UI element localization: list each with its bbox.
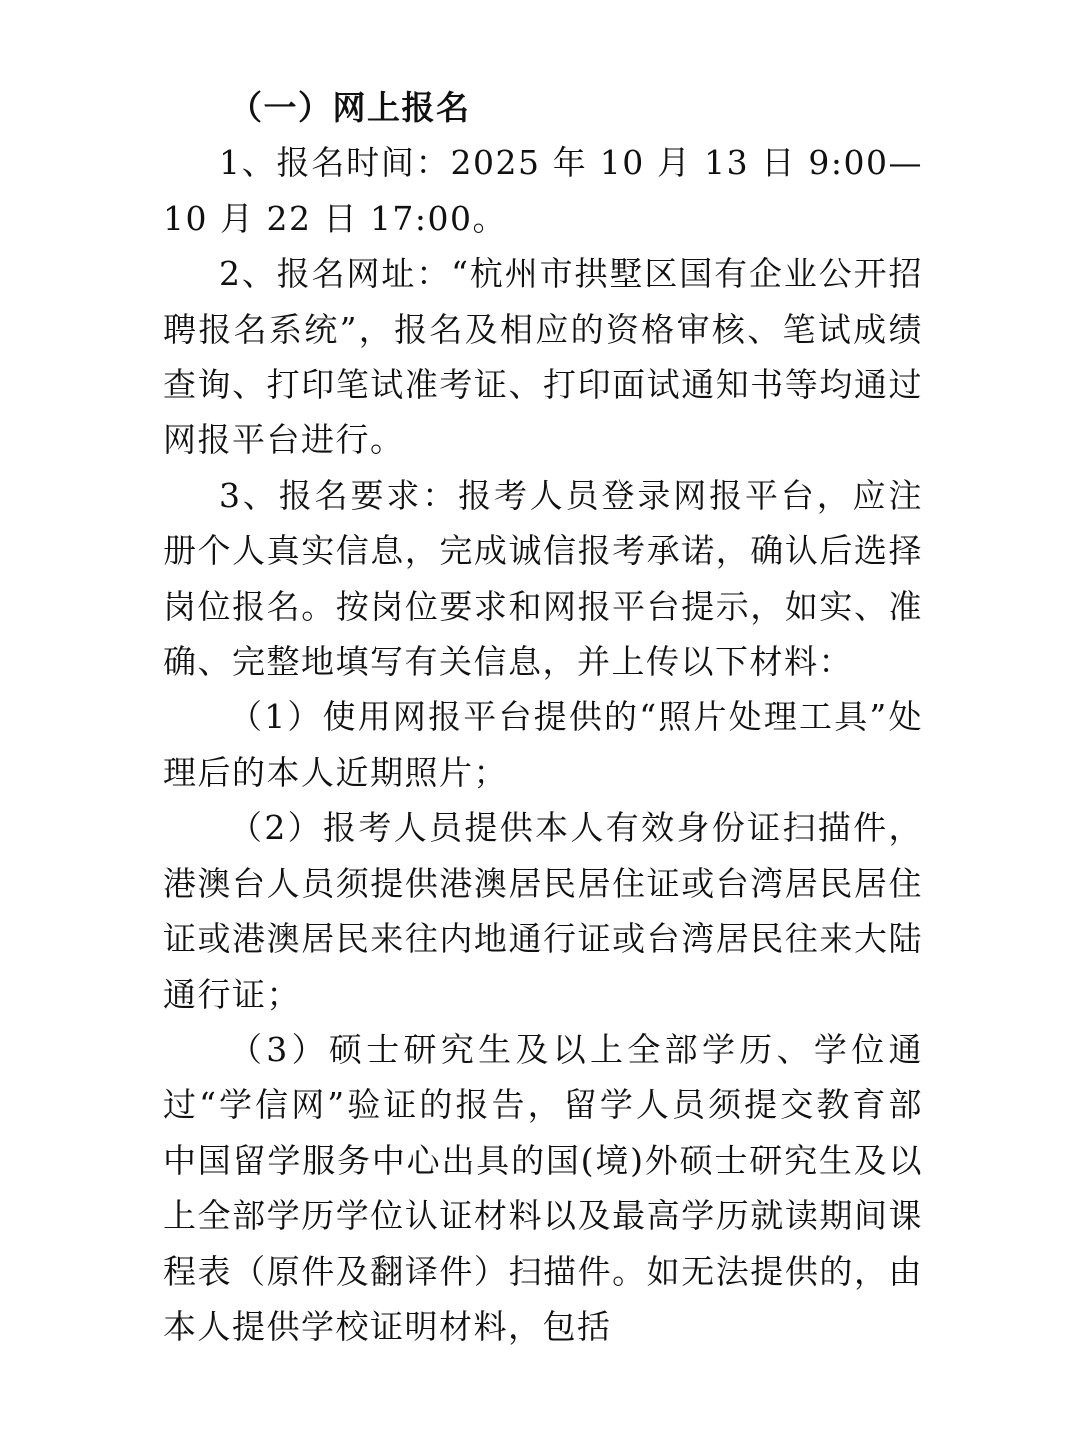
- document-body: [163, 80, 923, 1354]
- list-item-id-card: （2）报考人员提供本人有效身份证扫描件，港澳台人员须提供港澳居民居住证或台湾居民居住证或港澳居民来往内地通行证或台湾居民往来大陆通行证；: [163, 808, 923, 1014]
- list-item-degree-verification: （3）硕士研究生及以上全部学历、学位通过“学信网”验证的报告，留学人员须提交教育部中国留学服务中心出具的国(境)外硕士研究生及以上全部学历学位认证材料以及最高学历就读期间课程表（原件及翻译件）扫描件。如无法提供的，由本人提供学校证明材料，包括: [163, 1029, 923, 1346]
- paragraph-registration-time: 1、报名时间：2025 年 10 月 13 日 9:00—10 月 22 日 17:00。: [163, 143, 923, 238]
- section-heading: （一）网上报名: [229, 88, 471, 127]
- paragraph-registration-requirements: 3、报名要求：报考人员登录网报平台，应注册个人真实信息，完成诚信报考承诺，确认后选择岗位报名。按岗位要求和网报平台提示，如实、准确、完整地填写有关信息，并上传以下材料：: [163, 475, 923, 682]
- paragraph-registration-website: 2、报名网址：“杭州市拱墅区国有企业公开招聘报名系统”，报名及相应的资格审核、笔试成绩查询、打印笔试准考证、打印面试通知书等均通过网报平台进行。: [163, 254, 923, 460]
- list-item-photo: （1）使用网报平台提供的“照片处理工具”处理后的本人近期照片；: [163, 697, 923, 792]
